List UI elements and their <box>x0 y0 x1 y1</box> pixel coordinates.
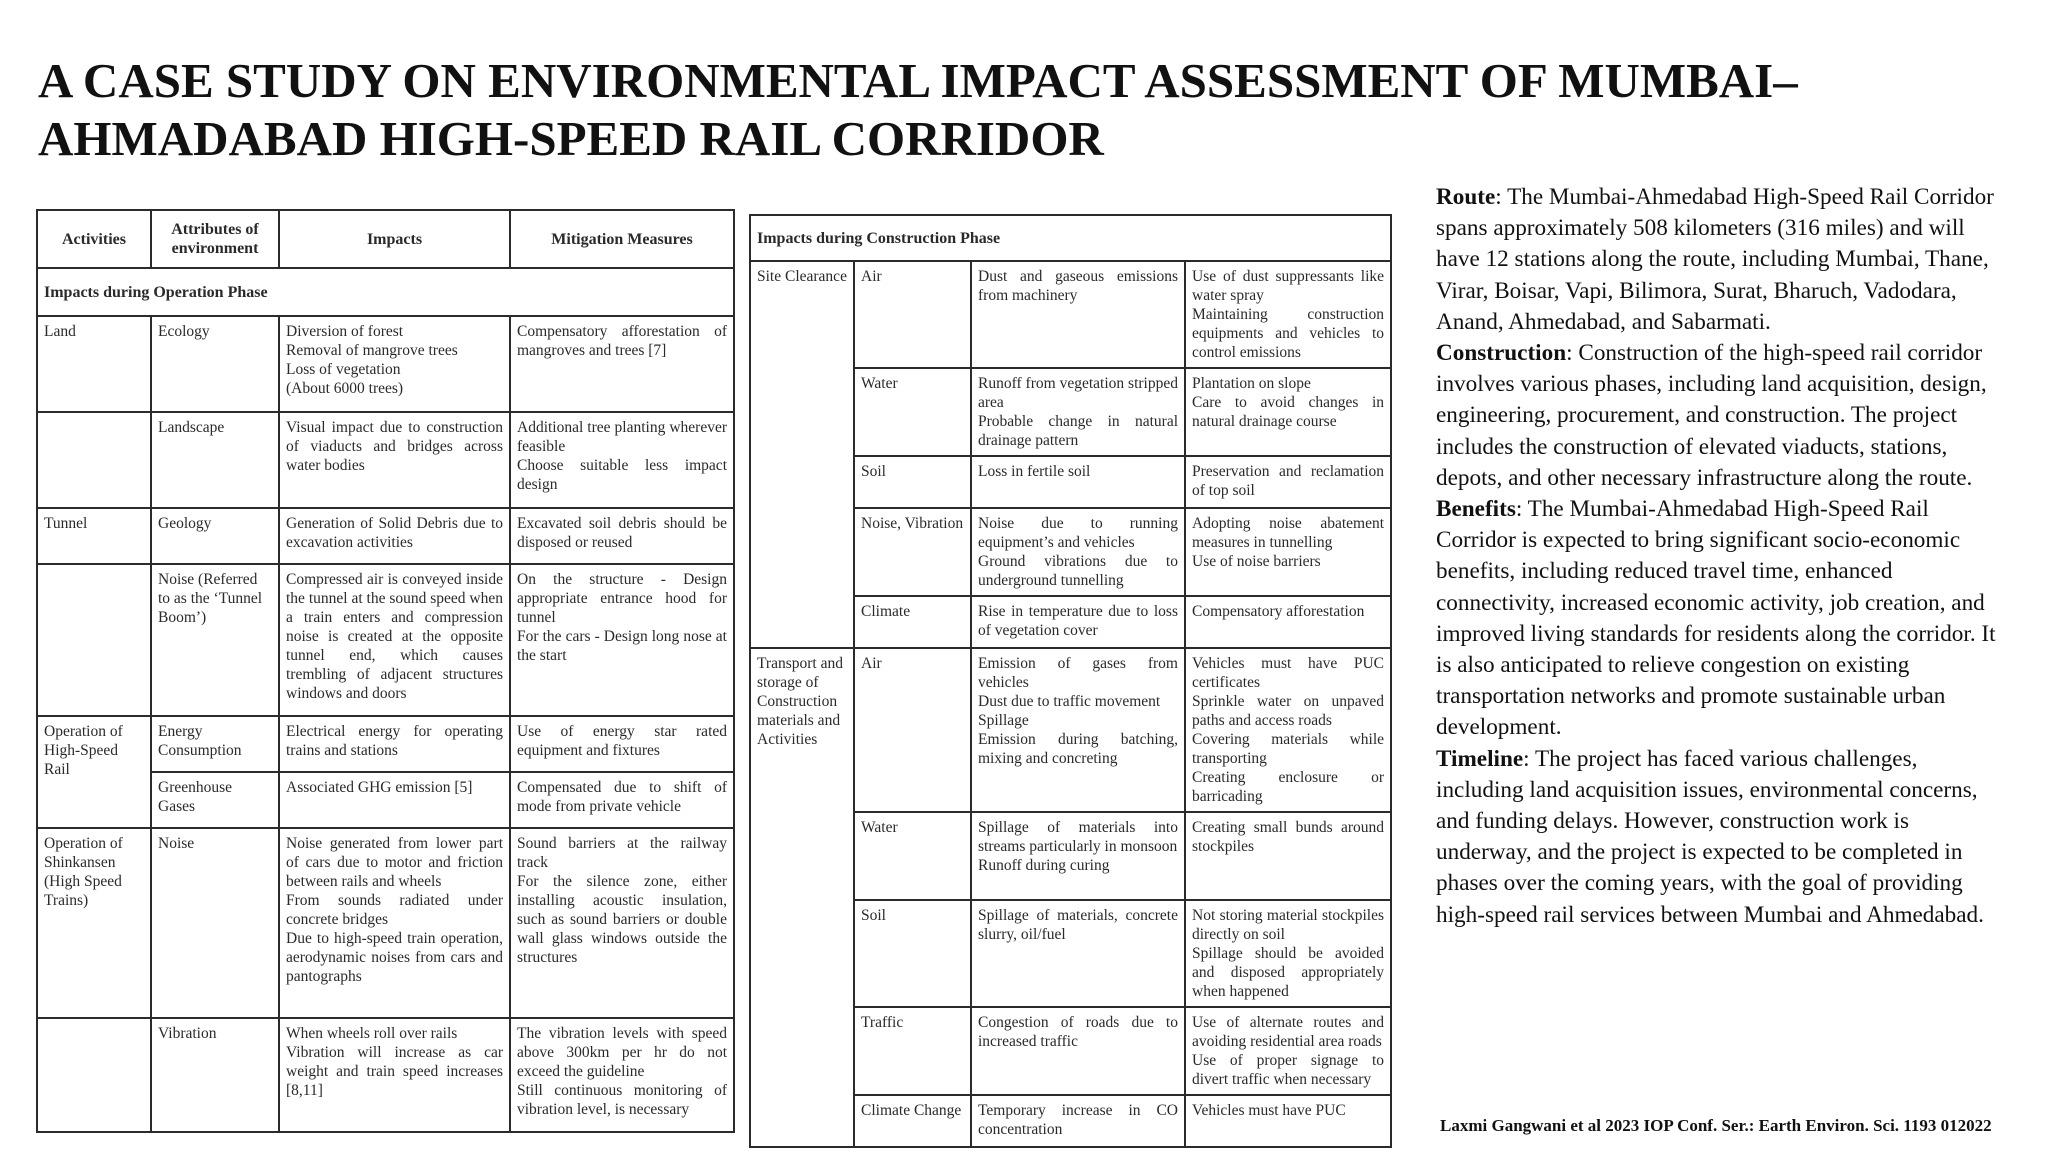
impacts-cell: Rise in temperature due to loss of vegetation cover <box>971 596 1185 648</box>
route-text: : The Mumbai-Ahmedabad High-Speed Rail Corridor spans approximately 508 kilometers (316 miles) and will have 12 stations along the route, including Mumbai, Thane, Virar, Boisar, Vapi, Bilimora, Surat, Bharuch, Vadodara, Anand, Ahmedabad, and Sabarmati. <box>1436 184 1994 335</box>
impacts-cell <box>971 648 1185 812</box>
impact-line: Loss of vegetation <box>286 361 401 378</box>
impact-line: Due to high-speed train operation, aerodynamic noises from cars and pantographs <box>286 930 503 985</box>
activity-cell: Transport and storage of Construction materials and Activities <box>750 648 854 1147</box>
impact-line: Vibration will increase as car weight and train speed increases [8,11] <box>286 1044 503 1099</box>
attribute-cell: Ecology <box>151 316 279 412</box>
mitigation-line: Use of noise barriers <box>1192 553 1321 570</box>
mitigation-line: Not storing material stockpiles directly on soil <box>1192 907 1385 943</box>
impact-line: Removal of mangrove trees <box>286 342 458 359</box>
mitigation-cell <box>1185 1007 1391 1095</box>
mitigation-cell <box>1185 508 1391 596</box>
mitigation-line: Plantation on slope <box>1192 375 1311 392</box>
attribute-cell: Soil <box>854 456 971 508</box>
attribute-cell: Noise, Vibration <box>854 508 971 596</box>
impacts-cell <box>279 828 510 1018</box>
mitigation-line: On the structure - Design appropriate entrance hood for tunnel <box>517 571 727 626</box>
page-title: A CASE STUDY ON ENVIRONMENTAL IMPACT ASSESSMENT OF MUMBAI–AHMADABAD HIGH-SPEED RAIL CORRIDOR <box>38 53 1798 166</box>
operation-phase-table <box>36 209 735 1133</box>
mitigation-cell: Vehicles must have PUC <box>1185 1095 1391 1147</box>
mitigation-line: Use of alternate routes and avoiding residential area roads <box>1192 1014 1385 1050</box>
header-impacts: Impacts <box>279 210 510 268</box>
header-activities: Activities <box>37 210 151 268</box>
impacts-cell <box>279 316 510 412</box>
header-mitigation: Mitigation Measures <box>510 210 734 268</box>
mitigation-cell <box>510 1018 734 1132</box>
benefits-paragraph <box>1436 494 1996 744</box>
activity-cell: Tunnel <box>37 508 151 564</box>
impacts-cell: Generation of Solid Debris due to excavation activities <box>279 508 510 564</box>
mitigation-cell <box>510 828 734 1018</box>
impacts-cell: Spillage of materials, concrete slurry, oil/fuel <box>971 900 1185 1007</box>
activity-cell: Land <box>37 316 151 412</box>
citation: Laxmi Gangwani et al 2023 IOP Conf. Ser.: Earth Environ. Sci. 1193 012022 <box>1440 1116 1992 1135</box>
activity-cell: Operation of High-Speed Rail <box>37 716 151 828</box>
mitigation-line: For the cars - Design long nose at the start <box>517 628 727 664</box>
impacts-cell <box>971 812 1185 900</box>
mitigation-line: Care to avoid changes in natural drainage course <box>1192 394 1385 430</box>
impact-line: Spillage of materials into streams particularly in monsoon <box>978 819 1178 855</box>
mitigation-line: Choose suitable less impact design <box>517 457 727 493</box>
activity-cell <box>37 1018 151 1132</box>
mitigation-cell <box>1185 261 1391 368</box>
mitigation-line: Covering materials while transporting <box>1192 731 1385 767</box>
activity-cell: Operation of Shinkansen (High Speed Trains) <box>37 828 151 1018</box>
table-row <box>37 508 734 564</box>
attribute-cell: Geology <box>151 508 279 564</box>
activity-cell: Site Clearance <box>750 261 854 648</box>
mitigation-line: Creating enclosure or barricading <box>1192 769 1385 805</box>
impact-line: Noise due to running equipment’s and vehicles <box>978 515 1178 551</box>
impact-line: From sounds radiated under concrete bridges <box>286 892 503 928</box>
mitigation-cell: Preservation and reclamation of top soil <box>1185 456 1391 508</box>
impact-line: Ground vibrations due to underground tunnelling <box>978 553 1178 589</box>
mitigation-cell: Compensatory afforestation of mangroves and trees [7] <box>510 316 734 412</box>
construction-phase-table <box>749 214 1392 1148</box>
impact-line: Diversion of forest <box>286 323 404 340</box>
attribute-cell: Water <box>854 812 971 900</box>
impact-line: Runoff during curing <box>978 857 1110 874</box>
attribute-cell: Traffic <box>854 1007 971 1095</box>
mitigation-cell: Creating small bunds around stockpiles <box>1185 812 1391 900</box>
route-paragraph <box>1436 182 1996 338</box>
mitigation-cell <box>1185 368 1391 456</box>
impacts-cell <box>971 508 1185 596</box>
attribute-cell: Air <box>854 261 971 368</box>
construction-text: : Construction of the high-speed rail corridor involves various phases, including land acquisition, design, engineering, procurement, and construction. The project includes the construction of elevated viaducts, stations, depots, and other necessary infrastructure along the route. <box>1436 340 1987 491</box>
attribute-cell: Noise <box>151 828 279 1018</box>
attribute-cell: Greenhouse Gases <box>151 772 279 828</box>
project-description <box>1436 182 1996 931</box>
table-row <box>37 1018 734 1132</box>
impact-line: When wheels roll over rails <box>286 1025 458 1042</box>
impacts-cell: Associated GHG emission [5] <box>279 772 510 828</box>
mitigation-cell <box>1185 648 1391 812</box>
route-label: Route <box>1436 184 1496 210</box>
mitigation-line: Use of proper signage to divert traffic when necessary <box>1192 1052 1385 1088</box>
mitigation-line: Maintaining construction equipments and vehicles to control emissions <box>1192 306 1385 361</box>
impacts-cell <box>971 368 1185 456</box>
section-row <box>750 215 1391 261</box>
attribute-cell: Water <box>854 368 971 456</box>
table-row <box>37 564 734 716</box>
benefits-text: : The Mumbai-Ahmedabad High-Speed Rail Corridor is expected to bring significant socio-economic benefits, including reduced travel time, enhanced connectivity, increased economic activity, job creation, and improved living standards for residents along the corridor. It is also anticipated to relieve congestion on existing transportation networks and promote sustainable urban development. <box>1436 496 1996 741</box>
mitigation-cell <box>1185 900 1391 1007</box>
table-row <box>37 316 734 412</box>
mitigation-cell: Use of energy star rated equipment and fixtures <box>510 716 734 772</box>
impact-line: Spillage <box>978 712 1029 729</box>
mitigation-line: Sound barriers at the railway track <box>517 835 727 871</box>
impact-line: Runoff from vegetation stripped area <box>978 375 1178 411</box>
mitigation-line: Additional tree planting wherever feasible <box>517 419 727 455</box>
attribute-cell: Vibration <box>151 1018 279 1132</box>
table-row <box>750 261 1391 368</box>
impact-line: Dust due to traffic movement <box>978 693 1161 710</box>
table-row <box>37 412 734 508</box>
impacts-cell <box>279 1018 510 1132</box>
attribute-cell: Noise (Referred to as the ‘Tunnel Boom’) <box>151 564 279 716</box>
mitigation-cell <box>510 564 734 716</box>
attribute-cell: Soil <box>854 900 971 1007</box>
mitigation-line: Still continuous monitoring of vibration level, is necessary <box>517 1082 727 1118</box>
timeline-text: : The project has faced various challenges, including land acquisition issues, environmental concerns, and funding delays. However, construction work is underway, and the project is expected to be completed in phases over the coming years, with the goal of providing high-speed rail services between Mumbai and Ahmedabad. <box>1436 745 1984 928</box>
mitigation-cell: Excavated soil debris should be disposed or reused <box>510 508 734 564</box>
mitigation-line: Vehicles must have PUC certificates <box>1192 655 1385 691</box>
mitigation-line: Spillage should be avoided and disposed appropriately when happened <box>1192 945 1385 1000</box>
mitigation-line: The vibration levels with speed above 300km per hr do not exceed the guideline <box>517 1025 727 1080</box>
mitigation-cell: Compensated due to shift of mode from private vehicle <box>510 772 734 828</box>
section-construction-phase: Impacts during Construction Phase <box>750 215 1391 261</box>
impact-line: Emission during batching, mixing and concreting <box>978 731 1178 767</box>
mitigation-cell: Compensatory afforestation <box>1185 596 1391 648</box>
header-attributes: Attributes of environment <box>151 210 279 268</box>
impact-line: Probable change in natural drainage pattern <box>978 413 1178 449</box>
attribute-cell: Energy Consumption <box>151 716 279 772</box>
mitigation-line: For the silence zone, either installing acoustic insulation, such as sound barriers or double wall glass windows outside the structures <box>517 873 727 966</box>
table-row <box>37 716 734 772</box>
impact-line: (About 6000 trees) <box>286 380 404 397</box>
impacts-cell: Congestion of roads due to increased traffic <box>971 1007 1185 1095</box>
impacts-cell: Loss in fertile soil <box>971 456 1185 508</box>
impacts-cell: Dust and gaseous emissions from machinery <box>971 261 1185 368</box>
section-operation-phase: Impacts during Operation Phase <box>37 268 734 316</box>
activity-cell <box>37 412 151 508</box>
section-row <box>37 268 734 316</box>
table-header-row <box>37 210 734 268</box>
impact-line: Noise generated from lower part of cars due to motor and friction between rails and wheels <box>286 835 503 890</box>
construction-label: Construction <box>1436 340 1567 367</box>
attribute-cell: Landscape <box>151 412 279 508</box>
table-row <box>37 828 734 1018</box>
impacts-cell: Compressed air is conveyed inside the tunnel at the sound speed when a train enters and compression noise is created at the opposite tunnel end, which causes trembling of adjacent structures windows and doors <box>279 564 510 716</box>
benefits-label: Benefits <box>1436 496 1516 523</box>
mitigation-cell <box>510 412 734 508</box>
attribute-cell: Air <box>854 648 971 812</box>
timeline-paragraph <box>1436 744 1996 931</box>
activity-cell <box>37 564 151 716</box>
impacts-cell: Temporary increase in CO concentration <box>971 1095 1185 1147</box>
construction-paragraph <box>1436 338 1996 494</box>
attribute-cell: Climate <box>854 596 971 648</box>
impact-line: Emission of gases from vehicles <box>978 655 1178 691</box>
timeline-label: Timeline <box>1436 745 1524 772</box>
table-row <box>750 648 1391 812</box>
mitigation-line: Sprinkle water on unpaved paths and access roads <box>1192 693 1385 729</box>
attribute-cell: Climate Change <box>854 1095 971 1147</box>
impacts-cell: Visual impact due to construction of viaducts and bridges across water bodies <box>279 412 510 508</box>
mitigation-line: Adopting noise abatement measures in tunnelling <box>1192 515 1385 551</box>
mitigation-line: Use of dust suppressants like water spray <box>1192 268 1385 304</box>
impacts-cell: Electrical energy for operating trains and stations <box>279 716 510 772</box>
